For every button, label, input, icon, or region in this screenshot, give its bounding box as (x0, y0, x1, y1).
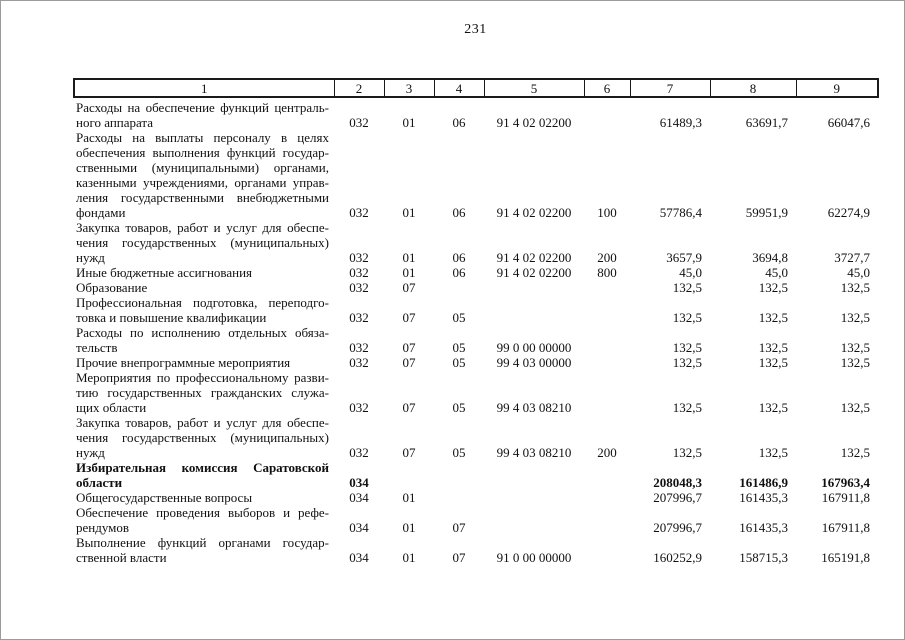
row-cell-col6 (584, 295, 630, 325)
table-row (74, 355, 878, 370)
row-cell-col5 (484, 295, 584, 325)
row-cell-col8: 161486,9 (739, 475, 788, 490)
row-cell-col6: 200 (597, 445, 617, 460)
table-row (74, 490, 878, 505)
row-cell-col4: 05 (452, 340, 466, 355)
row-cell-col6 (584, 370, 630, 415)
row-cell-col6: 200 (597, 250, 617, 265)
row-cell-col5: 91 4 02 02200 (496, 115, 572, 130)
row-cell-col4: 05 (452, 400, 466, 415)
row-cell-col5: 99 0 00 00000 (496, 340, 572, 355)
row-cell-col5 (484, 490, 584, 505)
row-cell-col9: 132,5 (840, 400, 870, 415)
row-name: Мероприятия по профессиональному развитию государственных гражданских служащих области (76, 370, 329, 415)
row-cell-col4 (434, 280, 484, 295)
row-cell-col5 (484, 280, 584, 295)
row-cell-col8: 161435,3 (739, 490, 788, 505)
row-cell-col8: 63691,7 (745, 115, 788, 130)
row-cell-col7: 3657,9 (666, 250, 702, 265)
row-cell-col9: 3727,7 (834, 250, 870, 265)
row-cell-col2: 034 (349, 520, 369, 535)
row-cell-col7: 207996,7 (653, 490, 702, 505)
row-cell-col8: 132,5 (758, 400, 788, 415)
row-cell-col7: 132,5 (672, 355, 702, 370)
row-cell-col7: 61489,3 (659, 115, 702, 130)
row-cell-col9: 167963,4 (821, 475, 870, 490)
row-cell-col7: 57786,4 (659, 205, 702, 220)
table-row (74, 505, 878, 535)
table-body (74, 97, 878, 565)
row-cell-col6 (584, 355, 630, 370)
row-cell-col4: 07 (452, 550, 466, 565)
row-cell-col8: 45,0 (765, 265, 788, 280)
row-cell-col9: 132,5 (840, 280, 870, 295)
row-cell-col3: 07 (402, 445, 416, 460)
header-col-7: 7 (630, 79, 710, 97)
row-cell-col2: 032 (349, 265, 369, 280)
row-name: Закупка товаров, работ и услуг для обеспечения государственных (муниципальных) нужд (76, 220, 329, 265)
header-col-4: 4 (434, 79, 484, 97)
row-cell-col6 (584, 535, 630, 565)
row-cell-col9: 167911,8 (821, 520, 870, 535)
header-col-9: 9 (796, 79, 878, 97)
row-cell-col3: 01 (402, 490, 416, 505)
row-cell-col3: 01 (402, 115, 416, 130)
row-cell-col3: 01 (402, 250, 416, 265)
row-cell-col2: 034 (349, 475, 369, 490)
row-cell-col8: 132,5 (758, 340, 788, 355)
header-col-6: 6 (584, 79, 630, 97)
row-cell-col5: 99 4 03 08210 (496, 445, 572, 460)
row-cell-col9: 132,5 (840, 310, 870, 325)
row-cell-col5 (484, 460, 584, 490)
row-cell-col3: 07 (402, 340, 416, 355)
table-row (74, 370, 878, 415)
header-col-1: 1 (74, 79, 334, 97)
page-number: 231 (464, 22, 487, 37)
row-cell-col8: 132,5 (758, 445, 788, 460)
row-cell-col3 (384, 460, 434, 490)
row-cell-col2: 032 (349, 400, 369, 415)
row-cell-col7: 132,5 (672, 400, 702, 415)
row-cell-col6 (584, 490, 630, 505)
row-cell-col7: 207996,7 (653, 520, 702, 535)
table-row (74, 280, 878, 295)
budget-table (73, 78, 879, 565)
row-cell-col4: 06 (452, 265, 466, 280)
row-cell-col9: 167911,8 (821, 490, 870, 505)
row-cell-col4: 06 (452, 115, 466, 130)
row-cell-col3: 07 (402, 400, 416, 415)
row-cell-col5: 91 4 02 02200 (496, 250, 572, 265)
row-cell-col5: 99 4 03 08210 (496, 400, 572, 415)
row-cell-col7: 160252,9 (653, 550, 702, 565)
row-cell-col4: 05 (452, 355, 466, 370)
row-cell-col7: 132,5 (672, 310, 702, 325)
row-cell-col6 (584, 505, 630, 535)
row-name: Расходы на выплаты персоналу в целях обеспечения выполнения функций государственными (муниципальными) органами, казенными учреждениями, органами управления государственными внебюджетными фондами (76, 130, 329, 220)
row-cell-col3: 01 (402, 265, 416, 280)
row-cell-col9: 45,0 (847, 265, 870, 280)
header-col-2: 2 (334, 79, 384, 97)
row-name: Общегосударственные вопросы (76, 490, 253, 505)
row-cell-col4: 05 (452, 445, 466, 460)
row-cell-col8: 132,5 (758, 355, 788, 370)
row-cell-col4: 06 (452, 205, 466, 220)
row-cell-col6: 800 (597, 265, 617, 280)
row-cell-col6 (584, 280, 630, 295)
row-name: Избирательная комиссия Саратовской области (76, 460, 329, 490)
table-header-row (74, 79, 878, 97)
row-cell-col7: 132,5 (672, 340, 702, 355)
row-cell-col2: 032 (349, 340, 369, 355)
row-cell-col3: 07 (402, 355, 416, 370)
row-cell-col6 (584, 460, 630, 490)
row-cell-col8: 158715,3 (739, 550, 788, 565)
row-name: Прочие внепрограммные мероприятия (76, 355, 291, 370)
row-cell-col6 (584, 97, 630, 130)
row-cell-col9: 132,5 (840, 445, 870, 460)
row-cell-col5: 91 4 02 02200 (496, 265, 572, 280)
row-cell-col2: 034 (349, 490, 369, 505)
row-cell-col7: 132,5 (672, 445, 702, 460)
row-cell-col4: 06 (452, 250, 466, 265)
table-row (74, 265, 878, 280)
row-cell-col2: 032 (349, 355, 369, 370)
row-name: Иные бюджетные ассигнования (76, 265, 253, 280)
row-cell-col2: 032 (349, 310, 369, 325)
row-cell-col8: 132,5 (758, 310, 788, 325)
row-cell-col9: 62274,9 (827, 205, 870, 220)
row-name: Профессиональная подготовка, переподготовка и повышение квалификации (76, 295, 329, 325)
row-cell-col8: 3694,8 (752, 250, 788, 265)
row-cell-col7: 132,5 (672, 280, 702, 295)
row-name: Обеспечение проведения выборов и референдумов (76, 505, 329, 535)
row-cell-col5: 99 4 03 00000 (496, 355, 572, 370)
row-cell-col4 (434, 490, 484, 505)
row-cell-col5: 91 4 02 02200 (496, 205, 572, 220)
row-cell-col9: 132,5 (840, 340, 870, 355)
row-cell-col2: 032 (349, 250, 369, 265)
row-name: Закупка товаров, работ и услуг для обеспечения государственных (муниципальных) нужд (76, 415, 329, 460)
row-cell-col4: 05 (452, 310, 466, 325)
row-cell-col2: 032 (349, 445, 369, 460)
row-cell-col2: 032 (349, 205, 369, 220)
row-name: Образование (76, 280, 148, 295)
row-cell-col7: 45,0 (679, 265, 702, 280)
table-header (74, 79, 878, 97)
row-cell-col3: 07 (402, 310, 416, 325)
row-cell-col5 (484, 505, 584, 535)
row-cell-col3: 01 (402, 205, 416, 220)
row-cell-col8: 59951,9 (745, 205, 788, 220)
row-name: Выполнение функций органами государственной власти (76, 535, 329, 565)
row-cell-col6: 100 (597, 205, 617, 220)
row-name: Расходы на обеспечение функций центрального аппарата (76, 100, 329, 130)
row-cell-col8: 132,5 (758, 280, 788, 295)
table-row (74, 415, 878, 460)
row-cell-col9: 165191,8 (821, 550, 870, 565)
row-cell-col8: 161435,3 (739, 520, 788, 535)
row-cell-col3: 01 (402, 520, 416, 535)
table-row (74, 325, 878, 355)
header-col-5: 5 (484, 79, 584, 97)
row-cell-col6 (584, 325, 630, 355)
header-col-8: 8 (710, 79, 796, 97)
table-row (74, 460, 878, 490)
table-row (74, 295, 878, 325)
table-row (74, 535, 878, 565)
row-cell-col9: 132,5 (840, 355, 870, 370)
header-col-3: 3 (384, 79, 434, 97)
row-cell-col9: 66047,6 (827, 115, 870, 130)
table-row (74, 130, 878, 220)
row-cell-col2: 034 (349, 550, 369, 565)
row-cell-col7: 208048,3 (653, 475, 702, 490)
row-cell-col2: 032 (349, 280, 369, 295)
table-row (74, 97, 878, 130)
row-cell-col5: 91 0 00 00000 (496, 550, 572, 565)
table-row (74, 220, 878, 265)
row-name: Расходы по исполнению отдельных обязательств (76, 325, 329, 355)
row-cell-col3: 07 (402, 280, 416, 295)
row-cell-col3: 01 (402, 550, 416, 565)
row-cell-col4 (434, 460, 484, 490)
row-cell-col4: 07 (452, 520, 466, 535)
row-cell-col2: 032 (349, 115, 369, 130)
